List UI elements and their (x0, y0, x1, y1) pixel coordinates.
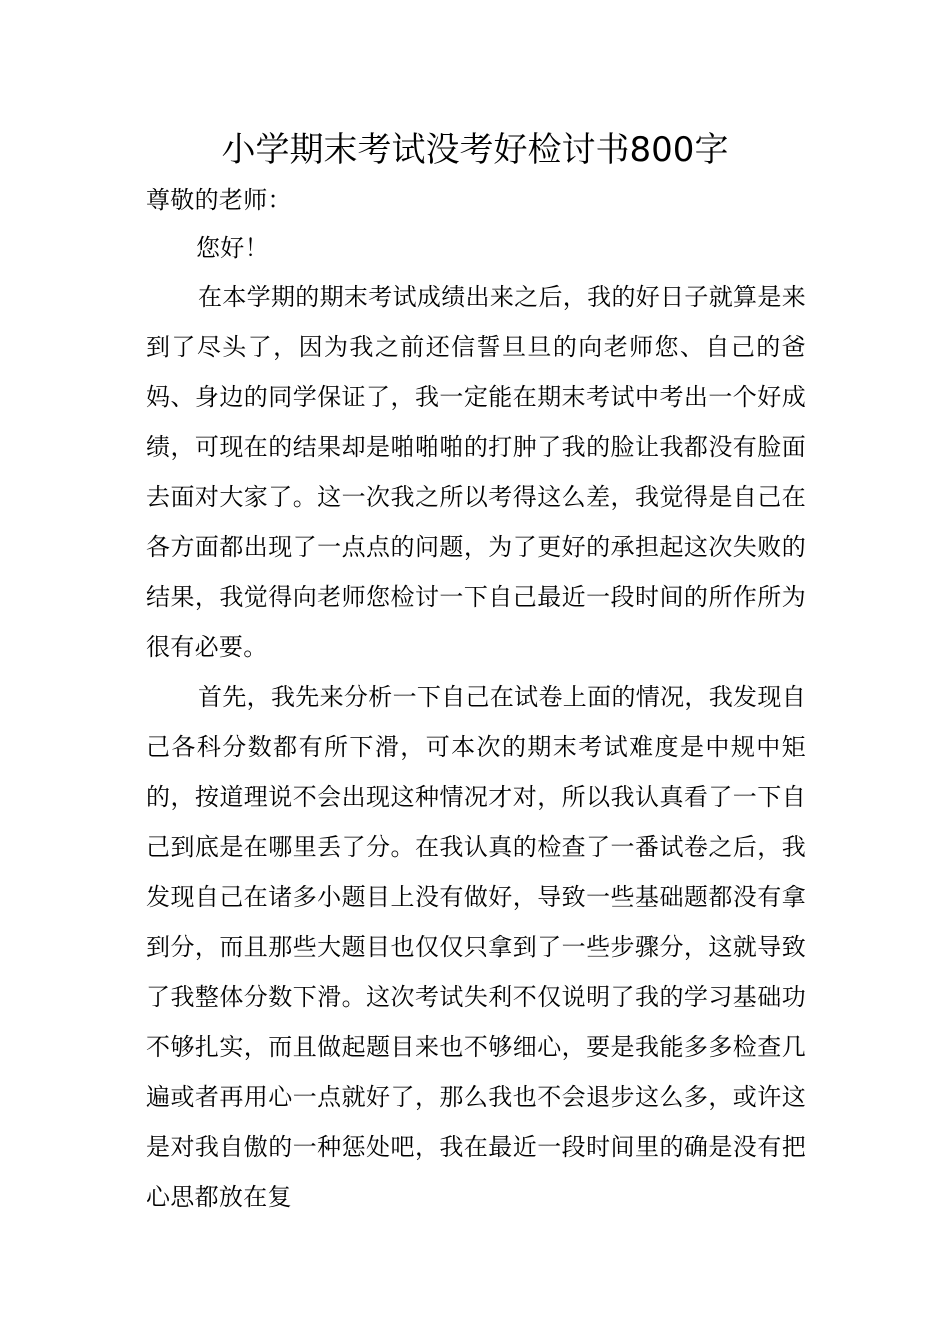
salutation-text: 尊敬的老师： (146, 186, 292, 214)
body-paragraph: 在本学期的期末考试成绩出来之后，我的好日子就算是来到了尽头了，因为我之前还信誓旦旦的向老师您、自己的爸妈、身边的同学保证了，我一定能在期末考试中考出一个好成绩，可现在的结果却是啪啪啪的打肿了我的脸让我都没有脸面去面对大家了。这一次我之所以考得这么差，我觉得是自己在各方面都出现了一点点的问题，为了更好的承担起这次失败的结果，我觉得向老师您检讨一下自己最近一段时间的所作所为很有必要。 (146, 283, 806, 661)
body-paragraph: 首先，我先来分析一下自己在试卷上面的情况，我发现自己各科分数都有所下滑，可本次的期末考试难度是中规中矩的，按道理说不会出现这种情况才对，所以我认真看了一下自己到底是在哪里丢了分。在我认真的检查了一番试卷之后，我发现自己在诸多小题目上没有做好，导致一些基础题都没有拿到分，而且那些大题目也仅仅只拿到了一些步骤分，这就导致了我整体分数下滑。这次考试失利不仅说明了我的学习基础功不够扎实，而且做起题目来也不够细心，要是我能多多检查几遍或者再用心一点就好了，那么我也不会退步这么多，或许这是对我自傲的一种惩处吧，我在最近一段时间里的确是没有把心思都放在复 (146, 683, 806, 1211)
document-title: 小学期末考试没考好检讨书800字 (221, 130, 729, 170)
greeting-text: 您好！ (196, 234, 269, 262)
